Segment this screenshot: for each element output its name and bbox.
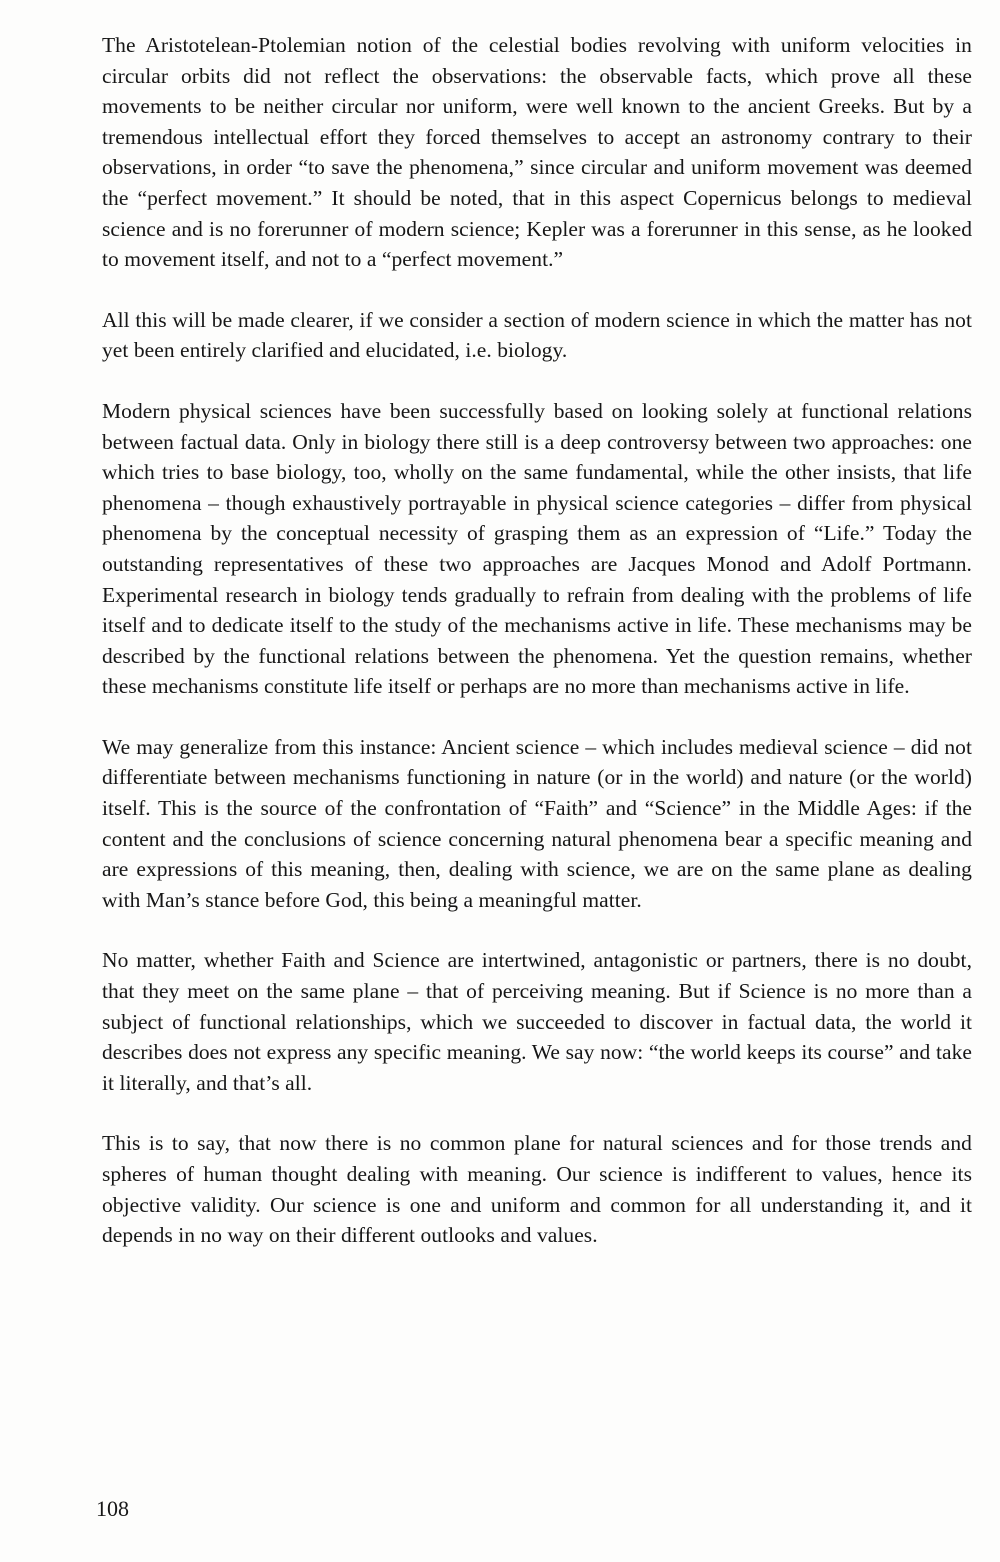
paragraph-5: No matter, whether Faith and Science are intertwined, antagonistic or partners, there is no doubt, that they meet on the same plane – that of perceiving meaning. But if Science is no more than a subject of functional relationships, which we succeeded to discover in factual data, the world it describes does not express any specific meaning. We say now: “the world keeps its course” and take it literally, and that’s all. bbox=[102, 948, 972, 1095]
paragraph-6: This is to say, that now there is no common plane for natural sciences and for those trends and spheres of human thought dealing with meaning. Our science is indifferent to values, hence its objective validity. Our science is one and uniform and common for all understanding it, and it depends in no way on their different outlooks and values. bbox=[102, 1131, 972, 1248]
paragraph-3: Modern physical sciences have been successfully based on looking solely at functional relations between factual data. Only in biology there still is a deep controversy between two approaches: one which tries to base biology, too, wholly on the same fundamental, while the other insists, that life phenomena – though exhaustively portrayable in physical science categories – differ from physical phenomena by the conceptual necessity of grasping them as an expression of “Life.” Today the outstanding representatives of these two approaches are Jacques Monod and Adolf Portmann. Experimental research in biology tends gradually to refrain from dealing with the problems of life itself and to dedicate itself to the study of the mechanisms active in life. These mechanisms may be described by the functional relations between the phenomena. Yet the question remains, whether these mechanisms constitute life itself or perhaps are no more than mechanisms active in life. bbox=[102, 398, 972, 699]
paragraph-1: The Aristotelean-Ptolemian notion of the celestial bodies revolving with uniform velocities in circular orbits did not reflect the observations: the observable facts, which prove all these movements to be neither circular nor uniform, were well known to the ancient Greeks. But by a tremendous intellectual effort they forced themselves to accept an astronomy contrary to their observations, in order “to save the phenomena,” since circular and uniform movement was deemed the “perfect movement.” It should be noted, that in this aspect Copernicus belongs to medieval science and is no forerunner of modern science; Kepler was a forerunner in this sense, as he looked to movement itself, and not to a “perfect movement.” bbox=[102, 33, 972, 272]
body-text bbox=[102, 30, 972, 1281]
paragraph-2: All this will be made clearer, if we consider a section of modern science in which the matter has not yet been entirely clarified and elucidated, i.e. biology. bbox=[102, 307, 972, 363]
page-number: 108 bbox=[96, 1496, 129, 1521]
paragraph-4: We may generalize from this instance: Ancient science – which includes medieval science – did not differentiate between mechanisms functioning in nature (or in the world) and nature (or the world) itself. This is the source of the confrontation of “Faith” and “Science” in the Middle Ages: if the content and the conclusions of science concerning natural phenomena bear a specific meaning and are expressions of this meaning, then, dealing with science, we are on the same plane as dealing with Man’s stance before God, this being a meaningful matter. bbox=[102, 734, 972, 912]
